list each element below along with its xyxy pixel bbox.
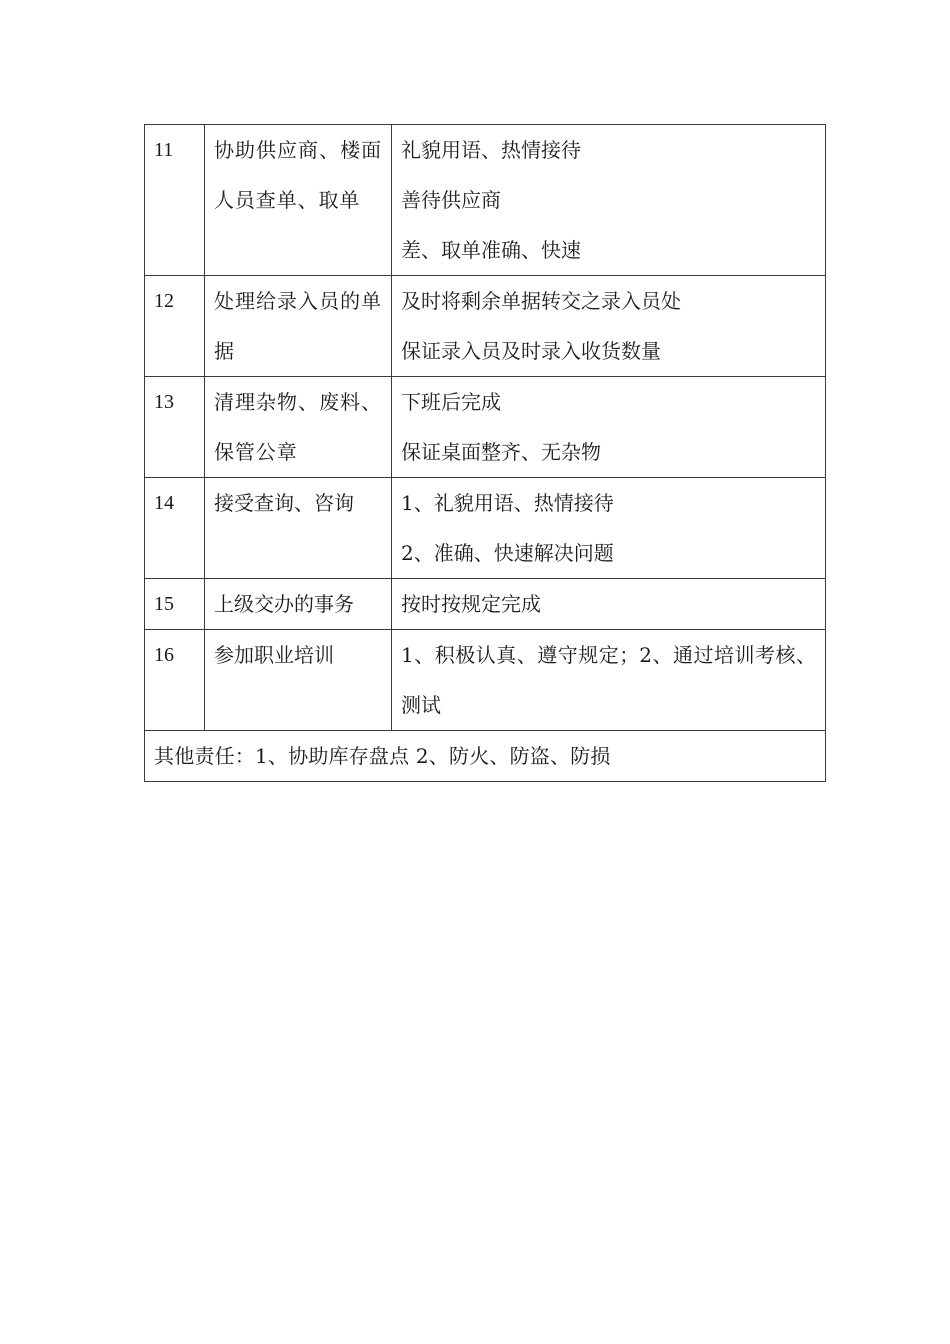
task-cell: 参加职业培训: [205, 630, 392, 731]
standard-cell: [392, 125, 826, 276]
row-number: 13: [145, 377, 205, 478]
table-row: [145, 377, 826, 478]
standard-cell: [392, 630, 826, 731]
standard-cell: [392, 478, 826, 579]
table-row: [145, 478, 826, 579]
standard-cell: [392, 276, 826, 377]
other-duties: 其他责任：1、协助库存盘点 2、防火、防盗、防损: [145, 731, 826, 782]
task-cell: 处理给录入员的单据: [205, 276, 392, 377]
table-row: [145, 276, 826, 377]
task-cell: 清理杂物、废料、保管公章: [205, 377, 392, 478]
task-cell: 上级交办的事务: [205, 579, 392, 630]
row-number: 15: [145, 579, 205, 630]
footer-row: [145, 731, 826, 782]
table-row: [145, 125, 826, 276]
standard-line: 及时将剩余单据转交之录入员处: [401, 289, 681, 313]
row-number: 14: [145, 478, 205, 579]
standard-line: 保证录入员及时录入收货数量: [401, 339, 661, 363]
standard-cell: [392, 579, 826, 630]
row-number: 16: [145, 630, 205, 731]
standard-line: 保证桌面整齐、无杂物: [401, 440, 601, 464]
table-row: [145, 579, 826, 630]
standard-line: 差、取单准确、快速: [401, 238, 581, 262]
standard-cell: [392, 377, 826, 478]
task-cell: 接受查询、咨询: [205, 478, 392, 579]
standard-line: 下班后完成: [401, 390, 501, 414]
row-number: 12: [145, 276, 205, 377]
standard-line: 1、积极认真、遵守规定；2、通过培训考核、测试: [401, 643, 816, 717]
standard-line: 善待供应商: [401, 188, 501, 212]
standard-line: 2、准确、快速解决问题: [401, 541, 614, 565]
standard-line: 1、礼貌用语、热情接待: [401, 491, 614, 515]
task-cell: 协助供应商、楼面人员查单、取单: [205, 125, 392, 276]
duties-table: [144, 124, 826, 782]
table-row: [145, 630, 826, 731]
standard-line: 礼貌用语、热情接待: [401, 138, 581, 162]
standard-line: 按时按规定完成: [401, 592, 541, 616]
row-number: 11: [145, 125, 205, 276]
